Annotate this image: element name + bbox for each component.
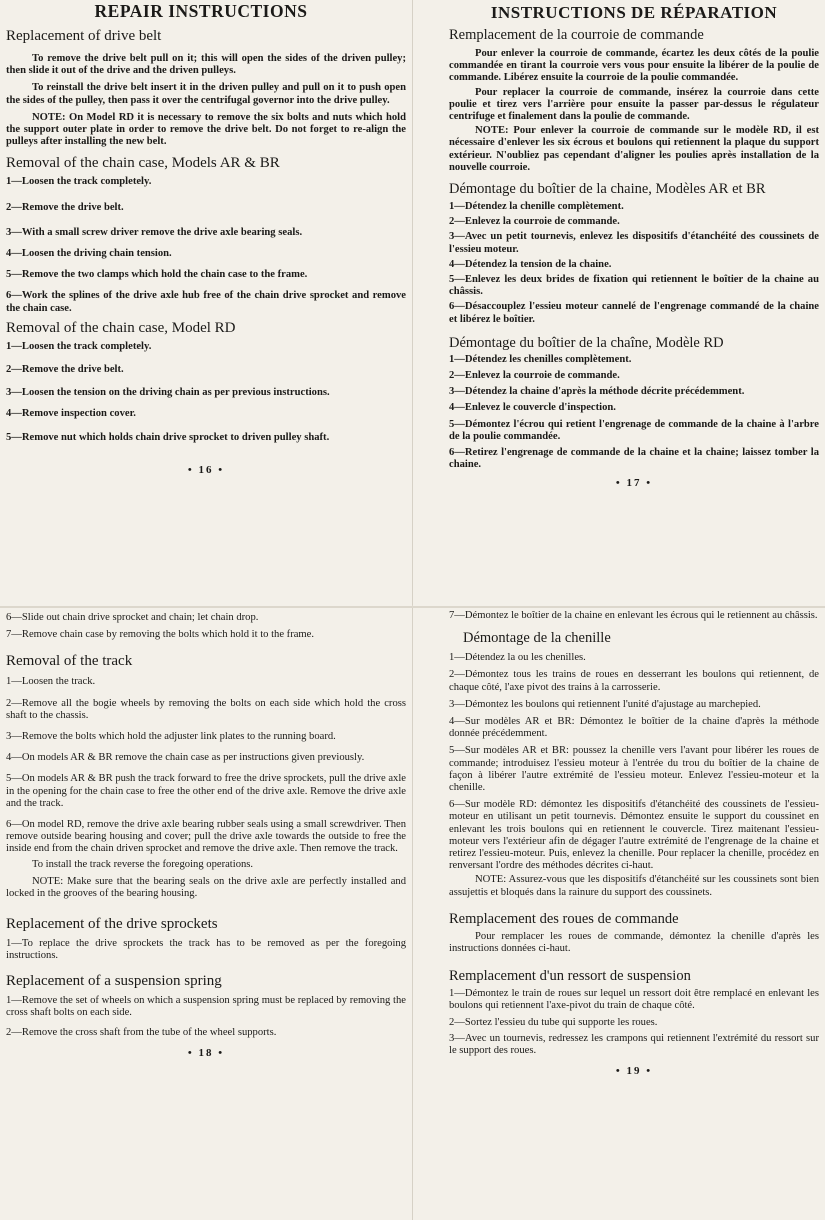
section-heading: Remplacement d'un ressort de suspension	[449, 968, 691, 985]
list-item: 1—To replace the drive sprockets the track has to be removed as per the foregoing instructions.	[6, 938, 406, 962]
paragraph: Pour replacer la courroie de commande, insérez la courroie dans cette poulie et tirez vers l'arrière pour ensuite la passer par-dessus le régulateur centrifuge et finalement dans la poulie de commande.	[449, 86, 819, 123]
paragraph: Pour enlever la courroie de commande, écartez les deux côtés de la poulie commandée en tirant la courroie vers vous pour ensuite la libérer de la poulie de commande. Libérez ensuite la courroie de la poulie commandée.	[449, 48, 819, 84]
list-item: 2—Enlevez la courroie de commande.	[449, 216, 620, 228]
step-list	[6, 612, 406, 641]
list-item: 3—Détendez la chaine d'après la méthode décrite précédemment.	[449, 386, 745, 398]
list-item: 6—On model RD, remove the drive axle bearing rubber seals using a small screwdriver. Then remove outside bearing housing and cover; pull the drive axle towards the outside to free the inside end from the chain driven sprocket and remove the drive axle. Then remove the track.	[6, 819, 406, 855]
section-heading: Remplacement des roues de commande	[449, 910, 679, 927]
list-item: 6—Retirez l'engrenage de commande de la chaine et la chaine; laissez tomber la chaine.	[449, 447, 819, 471]
section-heading: Démontage du boîtier de la chaine, Modèles AR et BR	[449, 181, 766, 198]
list-item: 1—Détendez la chenille complètement.	[449, 201, 624, 213]
section-heading: Removal of the chain case, Model RD	[6, 319, 236, 336]
list-item: 4—Loosen the driving chain tension.	[6, 248, 172, 260]
list-item: 5—On models AR & BR push the track forward to free the drive sprockets, pull the drive axle in the opening for the chain case to free the other end of the drive axle. Remove the drive axle and the track.	[6, 773, 406, 809]
list-item: 4—Détendez la tension de la chaine.	[449, 258, 612, 270]
step-list	[6, 341, 406, 444]
step-list	[6, 676, 406, 855]
list-item: 2—Enlevez la courroie de commande.	[449, 370, 620, 382]
page-title: INSTRUCTIONS DE RÉPARATION	[490, 3, 778, 22]
list-item: 2—Remove the drive belt.	[6, 364, 124, 376]
page-number: • 18 •	[187, 1047, 225, 1060]
list-item: 6—Slide out chain drive sprocket and chain; let chain drop.	[6, 612, 259, 623]
list-item: 1—Loosen the track.	[6, 676, 96, 688]
list-item: 3—Avec un petit tournevis, enlevez les dispositifs d'étanchéité des coussinets de l'essieu moteur.	[449, 231, 819, 255]
list-item: 4—On models AR & BR remove the chain case as per instructions given previously.	[6, 752, 365, 764]
paragraph: To install the track reverse the foregoing operations.	[32, 858, 254, 870]
list-item: 5—Enlevez les deux brides de fixation qui retiennent le boîtier de la chaine au châssis.	[449, 274, 819, 298]
step-list	[6, 176, 406, 314]
page-16	[0, 0, 412, 606]
section-heading: Removal of the track	[6, 653, 133, 670]
list-item: 7—Démontez le boîtier de la chaine en enlevant les écrous qui le retiennent au châssis.	[449, 610, 818, 621]
list-item: 5—Démontez l'écrou qui retient l'engrenage de commande de la chaine à l'arbre de la poulie commandée.	[449, 418, 819, 442]
list-item: 6—Sur modèle RD: démontez les dispositifs d'étanchéité des coussinets de l'essieu-moteur en utilisant un petit tournevis. Démontez ensuite le support du coussinet en enlevant les trois boulons qui en retiennent le couvercle. Tirez maitenant l'essieu-moteur vers l'extérieur afin de dégager l'autre extrémité de l'engrenage de la chaine et retirez l'essieu-moteur. Puis, enlevez la chenille. Pour replacer la chenille, procédez en renversant l'ordre des méthodes décrites ci-haut.	[449, 799, 819, 872]
list-item: 1—Détendez les chenilles complètement.	[449, 353, 632, 365]
page-17	[413, 0, 825, 606]
list-item: 1—Détendez la ou les chenilles.	[449, 652, 586, 664]
note-paragraph: NOTE: Assurez-vous que les dispositifs d'étanchéité sur les coussinets sont bien assujettis et bloqués dans la rainure du support des coussinets.	[449, 874, 819, 898]
list-item: 2—Sortez l'essieu du tube qui supporte les roues.	[449, 1016, 658, 1028]
note-paragraph: NOTE: Make sure that the bearing seals on the drive axle are perfectly installed and locked in the grooves of the bearing housing.	[6, 875, 406, 900]
list-item: 5—Sur modèles AR et BR: poussez la chenille vers l'avant pour libérer les roues de commande; introduisez l'essieu moteur à l'entrée du trou du boîtier de la chaine de façon à libérer l'autre extrémité de l'essieu moteur. Enlevez l'essieu-moteur et la chenille.	[449, 745, 819, 794]
list-item: 1—Loosen the track completely.	[6, 176, 152, 188]
list-item: 3—Loosen the tension on the driving chain as per previous instructions.	[6, 387, 330, 399]
list-item: 2—Remove the cross shaft from the tube of the wheel supports.	[6, 1027, 277, 1039]
page-19	[413, 608, 825, 1220]
step-list	[6, 995, 406, 1040]
list-item: 1—Remove the set of wheels on which a suspension spring must be replaced by removing the cross shaft bolts on each side.	[6, 994, 406, 1018]
list-item: 4—Enlevez le couvercle d'inspection.	[449, 402, 616, 414]
section-heading: Replacement of the drive sprockets	[6, 916, 218, 933]
list-item: 3—Avec un tournevis, redressez les crampons qui retiennent l'extrémité du ressort sur le support des roues.	[449, 1032, 819, 1057]
section-heading: Removal of the chain case, Models AR & BR	[6, 155, 280, 172]
list-item: 1—Démontez le train de roues sur lequel un ressort doit être remplacé en enlevant les boulons qui retiennent l'axe-pivot du train de chaque côté.	[449, 988, 819, 1012]
section-heading: Replacement of drive belt	[6, 28, 162, 44]
section-heading: Démontage de la chenille	[463, 630, 611, 647]
step-list	[449, 652, 819, 872]
paragraph: To remove the drive belt pull on it; this will open the sides of the driven pulley; then slide it out of the drive and the driven pulleys.	[6, 53, 406, 77]
step-list	[449, 354, 819, 472]
section-heading: Remplacement de la courroie de commande	[449, 27, 704, 43]
list-item: 2—Remove all the bogie wheels by removing the bolts on each side which hold the cross shaft to the chassis.	[6, 697, 406, 721]
list-item: 5—Remove nut which holds chain drive sprocket to driven pulley shaft.	[6, 431, 330, 443]
list-item: 3—Démontez les boulons qui retiennent l'unité d'ajustage au marchepied.	[449, 698, 761, 710]
list-item: 1—Loosen the track completely.	[6, 340, 152, 352]
page-number: • 19 •	[615, 1065, 653, 1078]
step-list	[6, 938, 406, 962]
step-list	[449, 988, 819, 1057]
list-item: 6—Work the splines of the drive axle hub free of the chain drive sprocket and remove the chain case.	[6, 290, 406, 314]
step-list	[449, 610, 819, 622]
paragraph: Pour remplacer les roues de commande, démontez la chenille d'après les instructions données ci-haut.	[449, 930, 819, 955]
section-heading: Replacement of a suspension spring	[6, 972, 222, 989]
list-item: 3—Remove the bolts which hold the adjuster link plates to the running board.	[6, 731, 336, 743]
list-item: 6—Désaccouplez l'essieu moteur cannelé de l'engrenage commandé de la chaine et libérez le boîtier.	[449, 301, 819, 325]
paragraph: To reinstall the drive belt insert it in the driven pulley and pull on it to push open the sides of the pulley, then pass it over the centrifugal governor into the drive pulley.	[6, 82, 406, 106]
list-item: 4—Sur modèles AR et BR: Démontez le boîtier de la chaine d'après la méthode donnée précédemment.	[449, 716, 819, 740]
page-18	[0, 608, 412, 1220]
list-item: 2—Remove the drive belt.	[6, 201, 124, 213]
list-item: 2—Démontez tous les trains de roues en desserrant les boulons qui retiennent, de chaque côté, l'axe pivot des trains à la carrosserie.	[449, 669, 819, 693]
page-title: REPAIR INSTRUCTIONS	[94, 1, 308, 21]
note-paragraph: NOTE: Pour enlever la courroie de commande sur le modèle RD, il est nécessaire d'enlever les six écrous et boulons qui retiennent la plaque du support extérieur. N'oubliez pas cependant d'aligner les poulies après installation de la nouvelle courroie.	[449, 125, 819, 173]
section-heading: Démontage du boîtier de la chaîne, Modèle RD	[449, 334, 724, 351]
list-item: 4—Remove inspection cover.	[6, 408, 136, 420]
page-number: • 16 •	[187, 463, 225, 476]
page-number: • 17 •	[615, 477, 653, 490]
list-item: 7—Remove chain case by removing the bolts which hold it to the frame.	[6, 629, 315, 641]
list-item: 3—With a small screw driver remove the drive axle bearing seals.	[6, 226, 303, 238]
step-list	[449, 201, 819, 326]
list-item: 5—Remove the two clamps which hold the chain case to the frame.	[6, 269, 308, 281]
note-paragraph: NOTE: On Model RD it is necessary to remove the six bolts and nuts which hold the support outer plate in order to remove the drive belt. Do not forget to re-align the pulleys after installing the new belt.	[6, 111, 406, 148]
